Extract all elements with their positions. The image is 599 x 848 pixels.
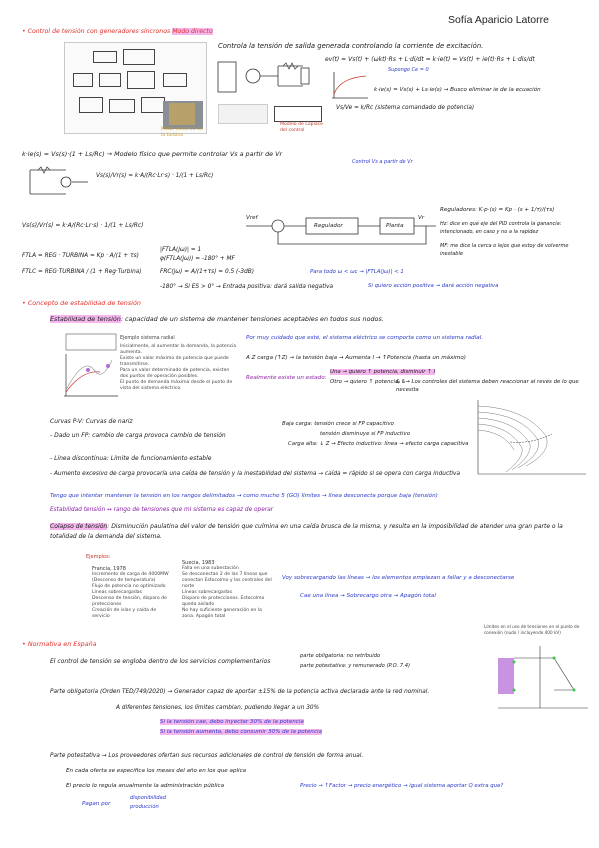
example-1-item-1: Flujo de potencia no optimizado (92, 584, 166, 589)
pv-d-text: Aumento excesivo de carga provocaría una caída de tensión y la inestabilidad del sistema → caída = rápido si se opera con carga inductiva (53, 471, 460, 477)
normativa-p3d: Pagan por (82, 801, 111, 807)
stability-1: |FTLA(jω)| = 1 (160, 247, 202, 253)
regulator-note-1: Hz: dice en qué eje del PID controla la ganancia: intencionado, en caso y no a la rapidez (440, 221, 562, 235)
block-input-label: Vref (246, 215, 258, 221)
normativa-p3e1: disponibilidad (130, 795, 167, 801)
state-a-text: Una → quiero ↑ potencia, disminuir ↑ I (330, 369, 436, 375)
normativa-p2c-text: Si la tensión aumenta, debo consumir 30% de la potencia (160, 729, 322, 735)
phase-margin-note: -180° → Si ES > 0° → Entrada positiva: dará salida negativa (160, 284, 334, 290)
equation-2-wrap (374, 86, 541, 94)
example-2-item-3: Disparo de protecciones. Estocolmo queda aislado (182, 596, 265, 607)
block-output-label: Vr (418, 215, 425, 221)
pv-a: - Dado un FP: cambio de carga provoca cambio de tensión (50, 432, 226, 439)
radial-item-3: El punto de demanda máxima desde el punto de vista del sistema eléctrico. (120, 380, 233, 391)
block-regulator-label: Regulador (314, 223, 343, 229)
pv-nose-curves (466, 396, 590, 480)
radial-item-1: Existe un valor máximo de potencia que puede transmitirse. (120, 356, 229, 367)
equation-3: Vs/Ve = k/Rc (sistema comandado de potencia) (336, 105, 475, 111)
equation-2: k·ie(s) = Vs(s) + Ls·ie(s) → Busco eliminar ie de la ecuación (374, 87, 541, 93)
small-circuit-sketch (26, 164, 92, 200)
radial-item-0: Inicialmente, al aumentar la demanda, la potencia aumenta. (120, 344, 237, 355)
example-2-item-2: Líneas sobrecargadas (182, 590, 232, 595)
example-2-title: Suecia, 1983 (182, 560, 215, 566)
normativa-p3: Parte potestativa → Los proveedores ofertan sus recursos adicionales de control de tensión de forma anual. (50, 753, 364, 759)
block-plant-label: Planta (386, 223, 404, 229)
examples-panel (86, 554, 276, 634)
transfer-function-2: Vs(s)/Vr(s) = k·A/(Rc·Lr·s) · 1/(1 + Ls/Rc) (22, 222, 144, 229)
pv-b2: tensión disminuye si FP inductivo (320, 431, 411, 437)
ftlc-expression: FTLC = REG·TURBINA / (1 + Reg·Turbina) (22, 269, 142, 275)
pv-b1: Baja carga: tensión crece si FP capacitivo (282, 421, 394, 427)
cascade-note: Cae una línea → Sobrecargo otra → Apagón total (300, 593, 436, 599)
overload-note: Voy sobrecargando las líneas → los elementos empiezan a fallar y a desconectarse (282, 575, 515, 581)
definition-label: Estabilidad de tensión (50, 315, 121, 323)
pv-b3 (288, 440, 468, 448)
stability-2: φ(FTLA(jω)) = -180° + MF (160, 256, 235, 262)
phase-margin-note-blue: Si quiero acción positiva → dará acción negativa (368, 283, 499, 289)
step-response-sketch (330, 70, 370, 100)
examples-title: Ejemplos: (86, 554, 111, 560)
example-2-item-0: Falla en una subestación (182, 566, 239, 571)
circuit-sketch (213, 54, 318, 99)
example-1-item-3: Descenso de tensión, disparo de protecciones (92, 596, 167, 607)
normativa-p2b (160, 718, 304, 726)
regulator-title: Reguladores: K·p·(s) = Kp · (s + 1/τ)/(τs) (440, 207, 555, 213)
stability-3: FRC(jω) = A/(1+τs) = 0.5 (-3dB) (160, 269, 255, 275)
assumption-note: Supongo Ce = 0 (388, 67, 429, 73)
example-1-item-2: Líneas sobrecargadas (92, 590, 142, 595)
states-note: Realmente existe un estado: (246, 375, 327, 381)
collapse-text: Disminución paulatina del valor de tensión que culmina en una caída brusca de la misma, y resulta en la imposibilidad de atender una gran parte o la totalidad de la demanda del sistema. (50, 523, 563, 540)
pv-a-text: Dado un FP: cambio de carga provoca cambio de tensión (54, 432, 226, 439)
radial-list-title: Ejemplo sistema radial (120, 336, 175, 341)
capability-chart (484, 624, 592, 714)
collapse-label: Colapso de tensión (50, 523, 108, 530)
regulator-note-2: MF: me dice la cerca o lejos que estoy de volverme inestable (440, 243, 569, 257)
equation-1: ev(t) = Vs(t) + (ωkt)·Rs + L·di/dt = k·ie(t) = Vs(t) + ie(t)·Rs + L·dis/dt (325, 56, 535, 63)
pv-d: - Aumento excesivo de carga provocaría una caída de tensión y la inestabilidad del sistema → caída = rápido si se opera con carga inductiva (50, 471, 460, 477)
normativa-p2b-text: Si la tensión cae, debo inyectar 30% de la potencia (160, 719, 304, 725)
state-b: Otro → quiero ↑ potencia, ↓ (330, 379, 407, 385)
section3-title-text: Concepto de estabilidad de tensión (27, 299, 141, 307)
state-a (330, 368, 435, 376)
pv-b3-text: Carga alta: ↓ Z → Efecto inductivo: línea → efecto carga capacitiva (288, 441, 469, 447)
voltage-limits-note: Tengo que intentar mantener la tensión en los rangos delimitados → como mucho 5 (GO) límites → línea desconecta porque baja (tensión) (50, 493, 438, 499)
normativa-p3e2: producción (130, 804, 159, 810)
pv-c: - Línea discontinua: Límite de funcionamiento estable (50, 455, 212, 462)
example-1-title: Francia, 1978 (92, 566, 126, 572)
diagram-caption: Motor eléctrico de la turbina (161, 127, 203, 138)
bandwidth-note: Para todo ω < ωc → |FTLA(jω)| < 1 (310, 269, 404, 275)
state-c: & I → Los controles del sistema deben reaccionar al revés de lo que necesita (396, 379, 579, 393)
definition-text: capacidad de un sistema de mantener tensiones aceptables en todos sus nodos. (125, 315, 384, 323)
section4-title-text: Normativa en España (27, 640, 97, 648)
section1-intro: Controla la tensión de salida generada controlando la corriente de excitación. (218, 42, 484, 50)
example-2-item-1: Se desconectan 2 de las 7 líneas que conectan Estocolmo y las centrales del norte (182, 572, 272, 589)
ftla-expression: FTLA = REG · TURBINA = Kp · A/(1 + τs) (22, 253, 139, 259)
pv-title: Curvas P-V: Curvas de nariz (50, 418, 133, 425)
transfer-function: Vs(s)/Vr(s) = k·A/(Rc·Lr·s) · 1/(1 + Ls/Rc) (96, 173, 214, 179)
section1-title: • Control de tensión con generadores síncronos Modo directo (22, 28, 213, 35)
load-curve-note: A Z carga (↑Z) → la tensión baja → Aumenta I → ↑Potencia (hasta un máximo) (246, 355, 466, 361)
example-1-item-4: Creación de islas y caída de servicio (92, 608, 157, 619)
model-line: k·ie(s) = Vs(s)·(1 + Ls/Rc) → Modelo físico que permite controlar Vs a partir de Vr (22, 150, 283, 158)
normativa-p2: Parte obligatoria (Orden TED/749/2020) → Generador capaz de aportar ±15% de la potencia activa declarada ante la red nominal. (50, 689, 430, 695)
radial-system-figure (60, 330, 122, 402)
section4-title: • Normativa en España (22, 640, 97, 648)
normativa-p1a: parte obligatoria: no retribuido (300, 653, 381, 659)
normativa-p2a: A diferentes tensiones, los límites cambian, pudiendo llegar a un 30% (116, 705, 320, 711)
section1-title-mark: Modo directo (172, 28, 213, 35)
turbine-control-diagram (64, 42, 207, 138)
normativa-p2c (160, 728, 322, 736)
radial-item-2: Para un valor determinado de potencia, existen dos puntos de operación posibles. (120, 368, 230, 379)
section3-title: • Concepto de estabilidad de tensión (22, 299, 141, 307)
normativa-p1: El control de tensión se engloba dentro de los servicios complementarios (50, 658, 271, 665)
radial-system-list (120, 336, 238, 392)
example-1-item-0: Incremento de carga de 4000MW (Descenso de temperatura) (92, 572, 169, 583)
collapse-definition: Colapso de tensión: Disminución paulatina del valor de tensión que culmina en una caída brusca de la misma, y resulta en la imposibilidad de atender una gran parte o la totalidad de la demanda del sistema. (50, 523, 563, 540)
example-2-item-4: No hay suficiente generación en la zona. Apagón total (182, 608, 262, 619)
normativa-p3c: Precio → ↑Factor → precio energético → igual sistema aportar Q extra que? (300, 783, 504, 789)
definition-line: Estabilidad de tensión: capacidad de un sistema de mantener tensiones aceptables en todos sus nodos. (50, 315, 384, 323)
author-name: Sofía Aparicio Latorre (448, 14, 549, 26)
radial-blue-note: Por muy cuidado que esté, el sistema eléctrico se comporta como un sistema radial. (246, 335, 484, 341)
normativa-p3b: El precio lo regula anualmente la administración pública (66, 783, 224, 789)
model-caption: Modelo de Laplace del control (280, 122, 323, 133)
capability-chart-caption: Límites en el uso de tensiones en el punto de conexión (nudo / incluyendo 400 kV) (484, 624, 580, 635)
control-note: Control Vs a partir de Vr (352, 159, 413, 165)
normativa-p3a: En cada oferta se especifica los meses del año en los que aplica (66, 768, 247, 774)
laplace-model-image (218, 100, 330, 133)
stability-range-note: Estabilidad tensión ↔ rango de tensiones que mi sistema es capaz de operar (50, 507, 274, 513)
control-block-diagram (246, 214, 438, 248)
section1-title-text: Control de tensión con generadores síncronos (27, 28, 171, 35)
pv-c-text: Línea discontinua: Límite de funcionamiento estable (54, 455, 212, 462)
normativa-p1b: parte potestativa: y remunerado (P.O. 7.4) (300, 663, 411, 669)
